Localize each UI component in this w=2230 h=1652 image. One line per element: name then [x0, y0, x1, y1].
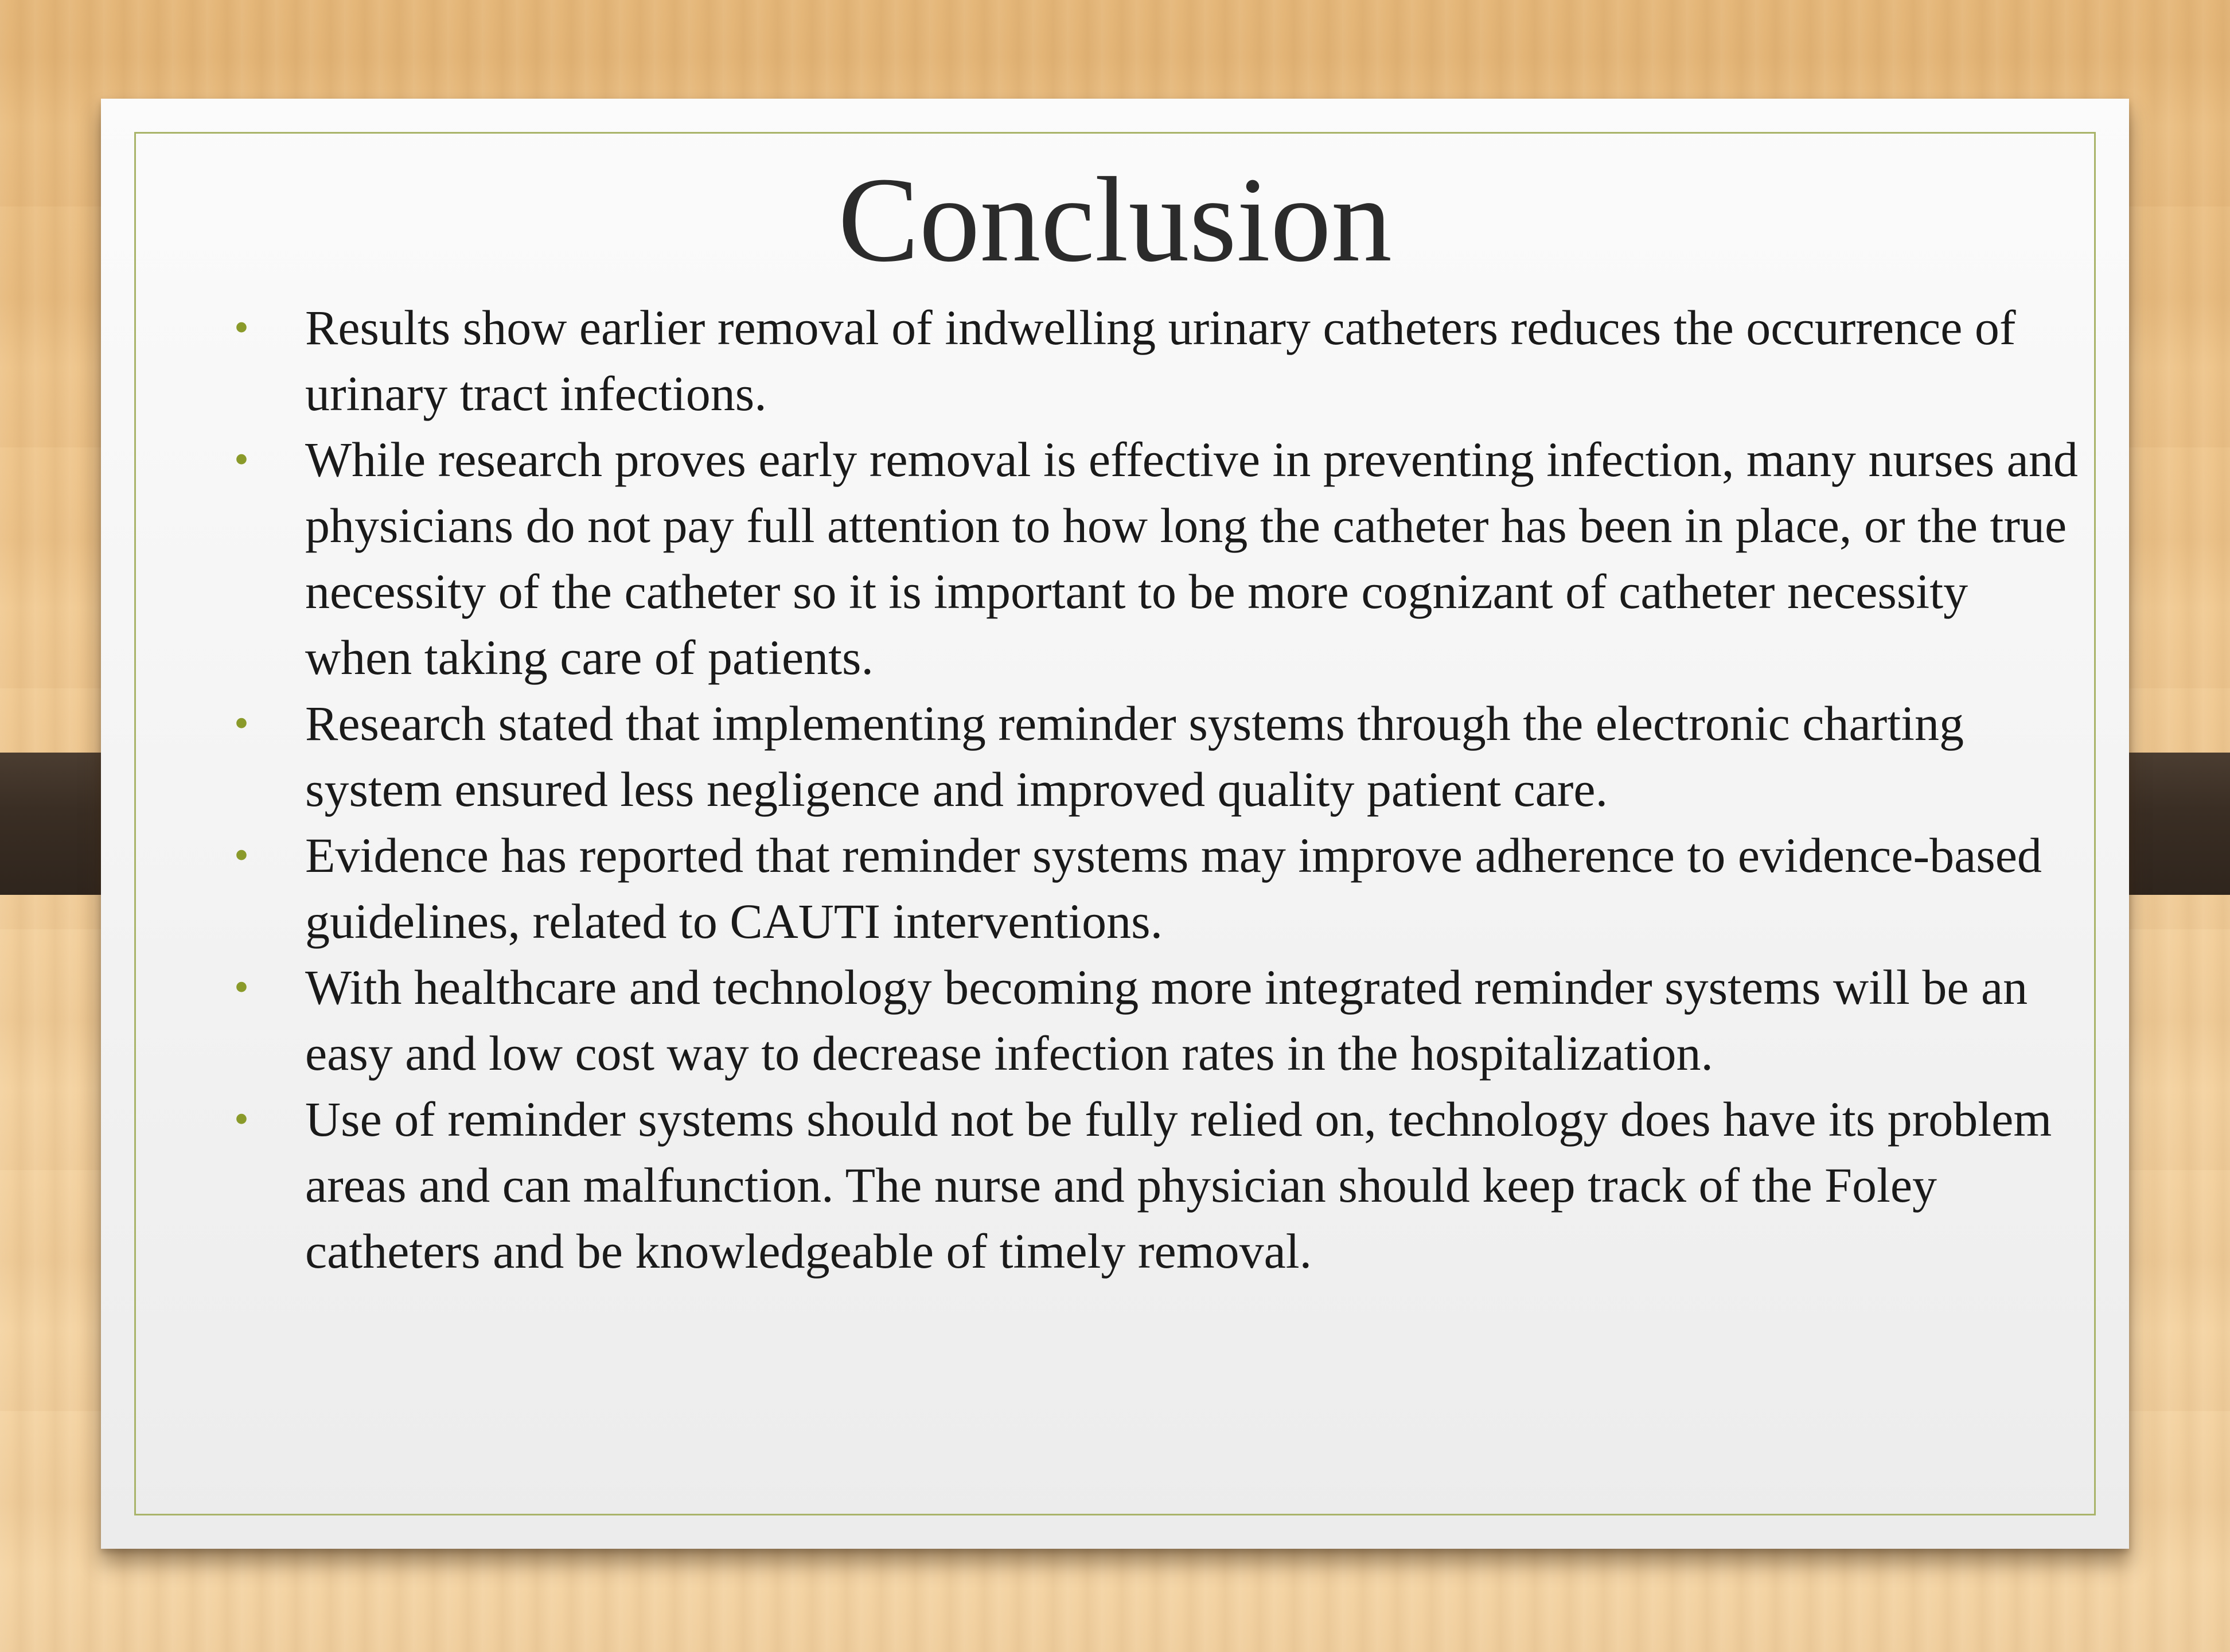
bullet-dot-icon: •: [234, 1096, 249, 1143]
bullet-item-3: [234, 691, 2087, 823]
bullet-item-1: [234, 295, 2087, 427]
bullet-item-5: [234, 954, 2087, 1086]
bullet-text-4: Evidence has reported that reminder systems may improve adherence to evidence-based guidelines, related to CAUTI interventions.: [305, 828, 2042, 949]
bullet-item-2: [234, 427, 2087, 691]
bullet-text-3: Research stated that implementing reminder systems through the electronic charting system ensured less negligence and improved quality patient care.: [305, 696, 1964, 817]
bullet-text-1: Results show earlier removal of indwelling urinary catheters reduces the occurrence of urinary tract infections.: [305, 300, 2016, 421]
bullet-list: [234, 295, 2087, 1284]
bullet-dot-icon: •: [234, 304, 249, 351]
bullet-dot-icon: •: [234, 700, 249, 747]
bullet-item-4: [234, 823, 2087, 954]
bullet-dot-icon: •: [234, 436, 249, 483]
slide-paper: [101, 99, 2129, 1549]
slide-title: Conclusion: [838, 152, 1392, 287]
bullet-text-5: With healthcare and technology becoming more integrated reminder systems will be an easy and low cost way to decrease infection rates in the hospitalization.: [305, 960, 2028, 1081]
bullet-text-6: Use of reminder systems should not be fully relied on, technology does have its problem areas and can malfunction. The nurse and physician should keep track of the Foley catheters and be knowledgeable of timely removal.: [305, 1092, 2052, 1279]
bullet-dot-icon: •: [234, 964, 249, 1011]
bullet-dot-icon: •: [234, 832, 249, 879]
bullet-text-2: While research proves early removal is effective in preventing infection, many nurses and physicians do not pay full attention to how long the catheter has been in place, or the true necessity of the catheter so it is important to be more cognizant of catheter necessity when taking care of patients.: [305, 432, 2078, 685]
bullet-item-6: [234, 1086, 2087, 1284]
